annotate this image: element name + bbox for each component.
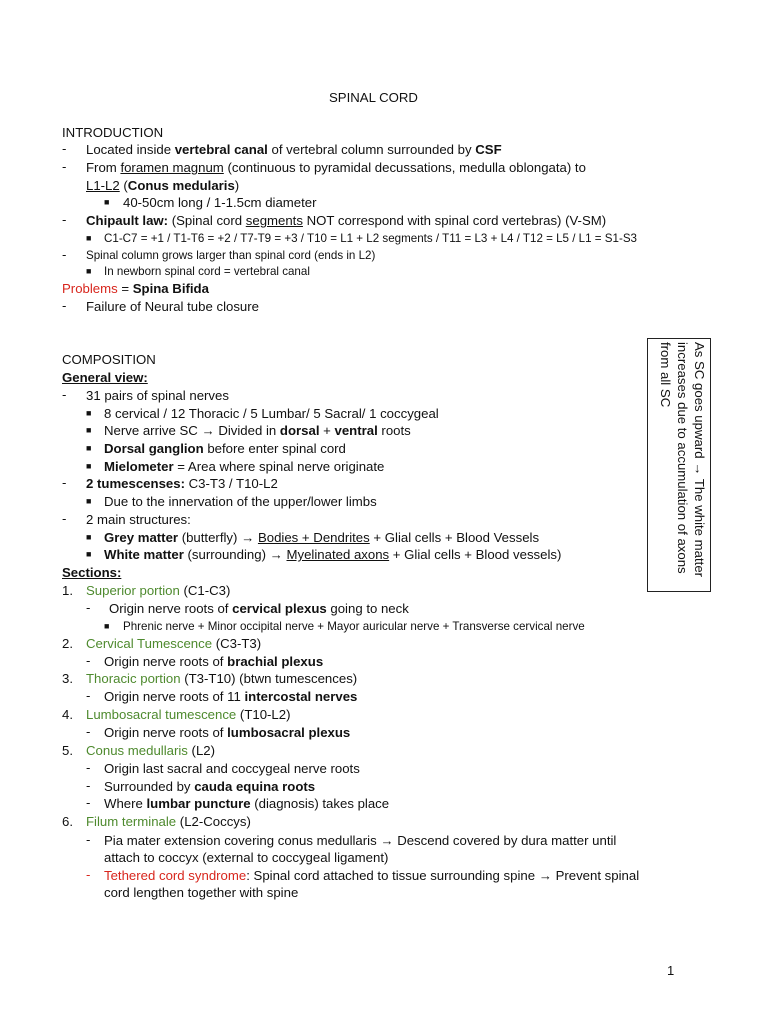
dash-marker: - <box>62 212 67 227</box>
dash-marker: - <box>86 795 91 810</box>
section-cervical-tumescence: Cervical Tumescence (C3-T3) <box>86 636 262 651</box>
dash-marker: - <box>86 653 91 668</box>
page-title: SPINAL CORD <box>329 90 418 105</box>
dash-marker: - <box>86 760 91 775</box>
sections-heading: Sections: <box>62 565 122 580</box>
side-note-text: As SC goes upward → The white matter increases due to accumulation of axons from all SC <box>658 342 707 578</box>
square-bullet-icon: ■ <box>86 461 92 471</box>
general-line-9: Grey matter (butterfly) → Bodies + Dendrites + Glial cells + Blood Vessels <box>104 530 540 545</box>
side-note-box <box>647 338 711 592</box>
section-number: 3. <box>62 671 73 686</box>
intro-line-9: Problems = Spina Bifida <box>62 281 209 296</box>
dash-marker: - <box>62 141 67 156</box>
section-1-line-2: Phrenic nerve + Minor occipital nerve + Mayor auricular nerve + Transverse cervical nerve <box>123 620 585 633</box>
section-superior-portion: Superior portion (C1-C3) <box>86 583 231 598</box>
general-line-8: 2 main structures: <box>86 512 191 527</box>
general-line-10: White matter (surrounding) → Myelinated axons + Glial cells + Blood vessels) <box>104 547 562 562</box>
general-line-3: Nerve arrive SC → Divided in dorsal + ventral roots <box>104 423 411 438</box>
dash-marker: - <box>86 778 91 793</box>
section-number: 5. <box>62 743 73 758</box>
square-bullet-icon: ■ <box>104 197 110 207</box>
general-line-1: 31 pairs of spinal nerves <box>86 388 229 403</box>
section-3-line-1: Origin nerve roots of 11 intercostal nerves <box>104 689 358 704</box>
intro-line-3: L1-L2 (Conus medularis) <box>86 178 240 193</box>
dash-marker: - <box>86 688 91 703</box>
section-6-line-3: Tethered cord syndrome: Spinal cord attached to tissue surrounding spine → Prevent spinal <box>104 868 640 883</box>
dash-marker: - <box>86 600 91 615</box>
general-line-2: 8 cervical / 12 Thoracic / 5 Lumbar/ 5 Sacral/ 1 coccygeal <box>104 406 439 421</box>
section-number: 2. <box>62 636 73 651</box>
square-bullet-icon: ■ <box>86 496 92 506</box>
general-line-7: Due to the innervation of the upper/lower limbs <box>104 494 377 509</box>
general-line-6: 2 tumescenses: C3-T3 / T10-L2 <box>86 476 278 491</box>
intro-line-5: Chipault law: (Spinal cord segments NOT correspond with spinal cord vertebras) (V-SM) <box>86 213 607 228</box>
page-number: 1 <box>667 963 675 978</box>
general-line-5: Mielometer = Area where spinal nerve originate <box>104 459 385 474</box>
dash-marker: - <box>62 159 67 174</box>
section-5-line-3: Where lumbar puncture (diagnosis) takes place <box>104 796 390 811</box>
section-2-line-1: Origin nerve roots of brachial plexus <box>104 654 324 669</box>
section-number: 4. <box>62 707 73 722</box>
dash-marker: - <box>62 247 67 262</box>
section-4-line-1: Origin nerve roots of lumbosacral plexus <box>104 725 351 740</box>
section-5-line-1: Origin last sacral and coccygeal nerve roots <box>104 761 360 776</box>
intro-line-8: In newborn spinal cord = vertebral canal <box>104 265 310 278</box>
section-thoracic-portion: Thoracic portion (T3-T10) (btwn tumescences) <box>86 671 358 686</box>
section-filum-terminale: Filum terminale (L2-Coccys) <box>86 814 251 829</box>
intro-line-1: Located inside vertebral canal of vertebral column surrounded by CSF <box>86 142 502 157</box>
square-bullet-icon: ■ <box>86 266 92 276</box>
square-bullet-icon: ■ <box>86 233 92 243</box>
section-number: 1. <box>62 583 73 598</box>
intro-line-6: C1-C7 = +1 / T1-T6 = +2 / T7-T9 = +3 / T10 = L1 + L2 segments / T11 = L3 + L4 / T12 = L5 / L1 = S1-S3 <box>104 232 638 245</box>
section-6-line-2: attach to coccyx (external to coccygeal ligament) <box>104 850 389 865</box>
dash-marker: - <box>86 724 91 739</box>
general-line-4: Dorsal ganglion before enter spinal cord <box>104 441 346 456</box>
section-conus-medullaris: Conus medullaris (L2) <box>86 743 216 758</box>
general-view-heading: General view: <box>62 370 148 385</box>
dash-marker: - <box>86 867 91 882</box>
square-bullet-icon: ■ <box>86 425 92 435</box>
intro-heading: INTRODUCTION <box>62 125 164 140</box>
dash-marker: - <box>62 387 67 402</box>
intro-line-4: 40-50cm long / 1-1.5cm diameter <box>123 195 317 210</box>
section-6-line-1: Pia mater extension covering conus medullaris → Descend covered by dura matter until <box>104 833 617 848</box>
dash-marker: - <box>62 475 67 490</box>
intro-line-10: Failure of Neural tube closure <box>86 299 259 314</box>
intro-line-2: From foramen magnum (continuous to pyramidal decussations, medulla oblongata) to <box>86 160 586 175</box>
square-bullet-icon: ■ <box>86 532 92 542</box>
section-number: 6. <box>62 814 73 829</box>
dash-marker: - <box>62 298 67 313</box>
section-1-line-1: Origin nerve roots of cervical plexus going to neck <box>109 601 409 616</box>
square-bullet-icon: ■ <box>86 549 92 559</box>
intro-line-7: Spinal column grows larger than spinal cord (ends in L2) <box>86 249 376 262</box>
composition-heading: COMPOSITION <box>62 352 156 367</box>
square-bullet-icon: ■ <box>86 408 92 418</box>
square-bullet-icon: ■ <box>86 443 92 453</box>
square-bullet-icon: ■ <box>104 621 110 631</box>
section-6-line-4: cord lengthen together with spine <box>104 885 299 900</box>
section-lumbosacral-tumescence: Lumbosacral tumescence (T10-L2) <box>86 707 291 722</box>
dash-marker: - <box>62 511 67 526</box>
section-5-line-2: Surrounded by cauda equina roots <box>104 779 316 794</box>
dash-marker: - <box>86 832 91 847</box>
